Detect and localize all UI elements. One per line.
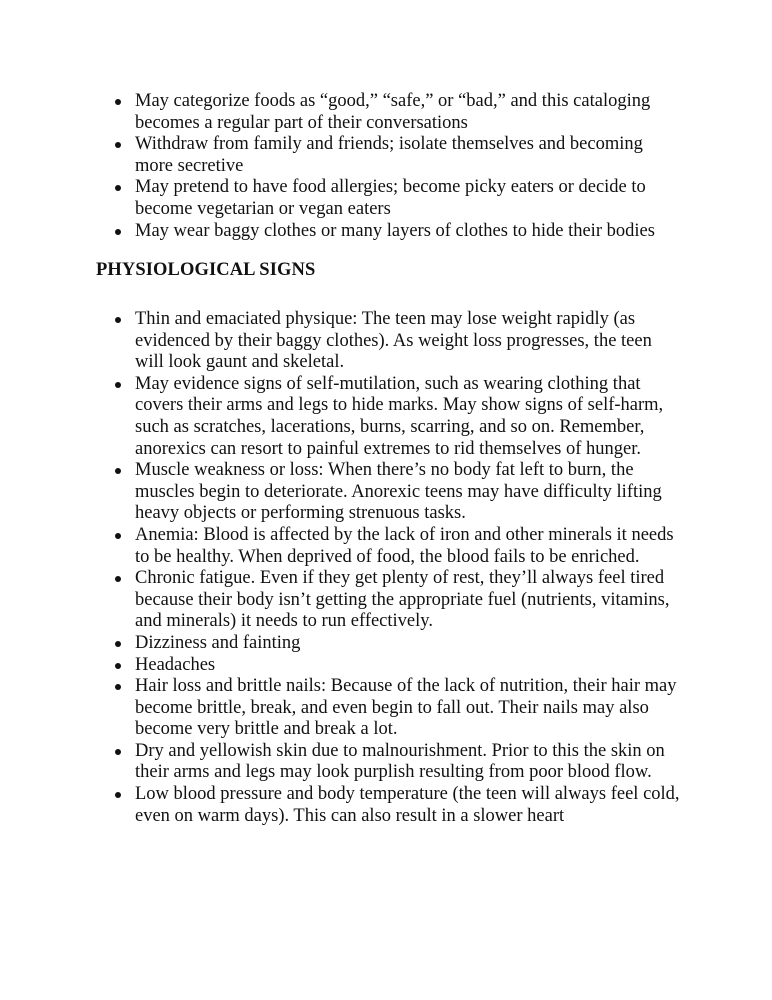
list-item: [114, 460, 684, 525]
bullet-icon: [115, 317, 121, 323]
list-item-text: May wear baggy clothes or many layers of clothes to hide their bodies: [135, 220, 655, 241]
list-item: [114, 91, 684, 134]
bullet-icon: [115, 382, 121, 388]
bullet-icon: [115, 684, 121, 690]
bullet-icon: [115, 185, 121, 191]
list-item-text: Headaches: [135, 654, 216, 675]
list-item: [114, 177, 684, 220]
list-item: [114, 221, 684, 243]
list-item-text: May pretend to have food allergies; become picky eaters or decide to become vegetarian or vegan eaters: [135, 177, 646, 219]
bullet-icon: [115, 749, 121, 755]
list-item: [114, 741, 684, 784]
list-item-text: Dry and yellowish skin due to malnourishment. Prior to this the skin on their arms and legs may look purplish resulting from poor blood flow.: [135, 740, 665, 783]
behavioral-signs-list: [114, 91, 684, 242]
list-item-text: Withdraw from family and friends; isolate themselves and becoming more secretive: [135, 134, 643, 176]
list-item-text: Dizziness and fainting: [135, 632, 301, 653]
list-item: [114, 676, 684, 741]
physiological-signs-list: [114, 309, 684, 827]
list-item-text: Low blood pressure and body temperature (the teen will always feel cold, even on warm days). This can also result in a slower heart: [135, 784, 680, 826]
list-item: [114, 525, 684, 568]
bullet-icon: [115, 663, 121, 669]
list-item: [114, 134, 684, 177]
list-item: [114, 309, 684, 374]
list-item-text: May categorize foods as “good,” “safe,” or “bad,” and this cataloging becomes a regular part of their conversations: [135, 91, 651, 133]
section-heading: PHYSIOLOGICAL SIGNS: [96, 260, 316, 280]
list-item-text: Muscle weakness or loss: When there’s no body fat left to burn, the muscles begin to deteriorate. Anorexic teens may have difficulty lifting heavy objects or performing strenuous tasks.: [135, 460, 662, 524]
list-item-text: Anemia: Blood is affected by the lack of iron and other minerals it needs to be healthy. When deprived of food, the blood fails to be enriched.: [135, 524, 674, 567]
bullet-icon: [115, 229, 121, 235]
list-item-text: Chronic fatigue. Even if they get plenty of rest, they’ll always feel tired because their body isn’t getting the appropriate fuel (nutrients, vitamins, and minerals) it needs to run effectively.: [135, 568, 670, 632]
bullet-icon: [115, 792, 121, 798]
bullet-icon: [115, 468, 121, 474]
list-item-text: Hair loss and brittle nails: Because of the lack of nutrition, their hair may become brittle, break, and even begin to fall out. Their nails may also become very brittle and break a lot.: [135, 676, 677, 740]
bullet-icon: [115, 641, 121, 647]
list-item: [114, 784, 684, 827]
bullet-icon: [115, 576, 121, 582]
list-item-text: Thin and emaciated physique: The teen may lose weight rapidly (as evidenced by their baggy clothes). As weight loss progresses, the teen will look gaunt and skeletal.: [135, 309, 652, 373]
bullet-icon: [115, 142, 121, 148]
list-item: [114, 655, 684, 677]
bullet-icon: [115, 99, 121, 105]
bullet-icon: [115, 533, 121, 539]
list-item-text: May evidence signs of self-mutilation, such as wearing clothing that covers their arms and legs to hide marks. May show signs of self-harm, such as scratches, lacerations, burns, scarring, and so on. Remember, anorexics can resort to painful extremes to rid themselves of hunger.: [135, 373, 664, 459]
list-item: [114, 374, 684, 460]
list-item: [114, 568, 684, 633]
list-item: [114, 633, 684, 655]
